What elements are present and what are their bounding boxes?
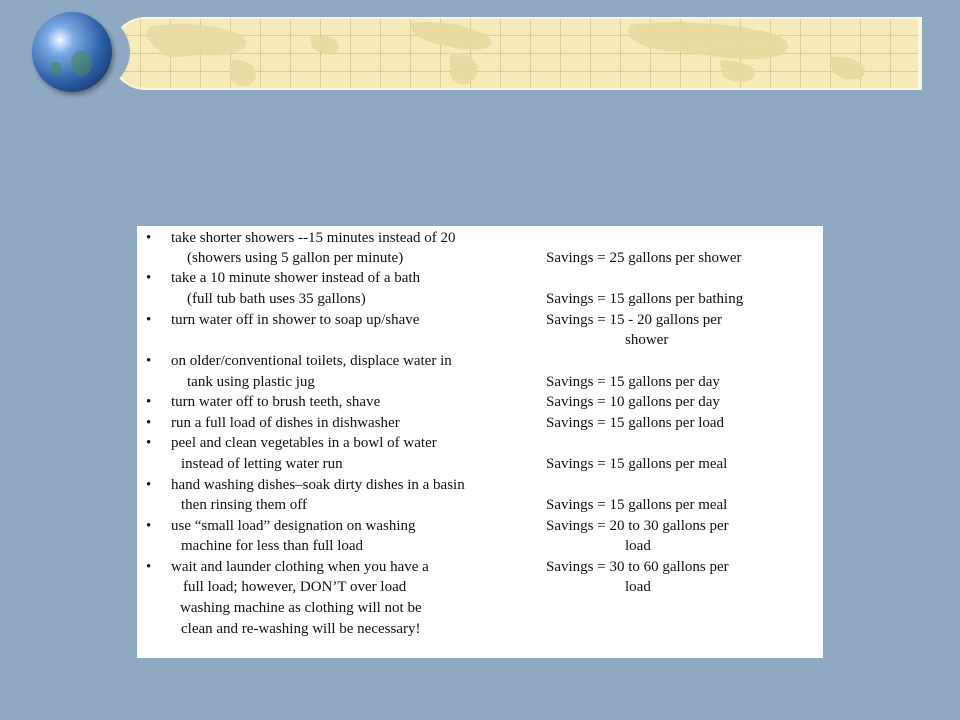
tip-text: peel and clean vegetables in a bowl of water bbox=[171, 435, 437, 451]
bullet: • bbox=[146, 270, 152, 286]
tip-text: instead of letting water run bbox=[181, 456, 343, 472]
bullet: • bbox=[146, 312, 152, 328]
tip-text: take a 10 minute shower instead of a bath bbox=[171, 270, 421, 286]
savings-text: Savings = 10 gallons per day bbox=[546, 394, 720, 410]
savings-text: Savings = 15 gallons per meal bbox=[546, 456, 728, 472]
list-item bbox=[137, 372, 823, 392]
tip-text: (full tub bath uses 35 gallons) bbox=[187, 291, 366, 307]
savings-text: Savings = 15 gallons per meal bbox=[546, 497, 728, 513]
bullet: • bbox=[146, 394, 152, 410]
tip-text: then rinsing them off bbox=[181, 497, 307, 513]
bullet: • bbox=[146, 477, 152, 493]
savings-text: Savings = 15 gallons per load bbox=[546, 415, 725, 431]
tip-text: machine for less than full load bbox=[181, 538, 364, 554]
bullet: • bbox=[146, 435, 152, 451]
tip-text: full load; however, DON’T over load bbox=[183, 579, 407, 595]
list-item bbox=[137, 475, 823, 495]
world-map-strip bbox=[110, 17, 920, 90]
list-item bbox=[137, 330, 823, 350]
list-item bbox=[137, 619, 823, 639]
tip-text: turn water off to brush teeth, shave bbox=[171, 394, 381, 410]
list-item bbox=[137, 433, 823, 453]
bullet: • bbox=[146, 353, 152, 369]
list-item bbox=[137, 413, 823, 433]
bullet: • bbox=[146, 518, 152, 534]
savings-text: Savings = 30 to 60 gallons per bbox=[546, 559, 729, 575]
list-item bbox=[137, 577, 823, 597]
tip-text: tank using plastic jug bbox=[187, 374, 315, 390]
savings-text: Savings = 20 to 30 gallons per bbox=[546, 518, 729, 534]
list-item bbox=[137, 536, 823, 556]
list-item bbox=[137, 310, 823, 330]
bullet: • bbox=[146, 230, 152, 246]
tip-text: take shorter showers --15 minutes instead of 20 bbox=[171, 230, 456, 246]
tip-text: (showers using 5 gallon per minute) bbox=[187, 250, 404, 266]
globe-icon bbox=[32, 12, 112, 92]
list-item bbox=[137, 495, 823, 515]
bullet: • bbox=[146, 559, 152, 575]
savings-text: Savings = 15 gallons per bathing bbox=[546, 291, 744, 307]
list-item bbox=[137, 598, 823, 618]
list-item bbox=[137, 351, 823, 371]
list-item bbox=[137, 454, 823, 474]
bullet: • bbox=[146, 415, 152, 431]
list-item bbox=[137, 289, 823, 309]
tip-text: use “small load” designation on washing bbox=[171, 518, 416, 534]
list-item bbox=[137, 392, 823, 412]
list-item bbox=[137, 516, 823, 536]
content-panel bbox=[137, 226, 823, 658]
list-item bbox=[137, 248, 823, 268]
savings-continuation: load bbox=[625, 538, 651, 554]
tip-text: wait and launder clothing when you have a bbox=[171, 559, 429, 575]
tip-text: run a full load of dishes in dishwasher bbox=[171, 415, 400, 431]
tip-text: hand washing dishes–soak dirty dishes in a basin bbox=[171, 477, 465, 493]
tip-text: clean and re-washing will be necessary! bbox=[181, 621, 421, 637]
tip-text: washing machine as clothing will not be bbox=[180, 600, 422, 616]
tip-text: turn water off in shower to soap up/shave bbox=[171, 312, 420, 328]
savings-text: Savings = 15 - 20 gallons per bbox=[546, 312, 722, 328]
header-banner bbox=[110, 17, 922, 90]
list-item bbox=[137, 268, 823, 288]
savings-text: Savings = 15 gallons per day bbox=[546, 374, 720, 390]
savings-continuation: shower bbox=[625, 332, 669, 348]
list-item bbox=[137, 557, 823, 577]
savings-continuation: load bbox=[625, 579, 651, 595]
savings-text: Savings = 25 gallons per shower bbox=[546, 250, 742, 266]
list-item bbox=[137, 228, 823, 248]
tip-text: on older/conventional toilets, displace water in bbox=[171, 353, 452, 369]
